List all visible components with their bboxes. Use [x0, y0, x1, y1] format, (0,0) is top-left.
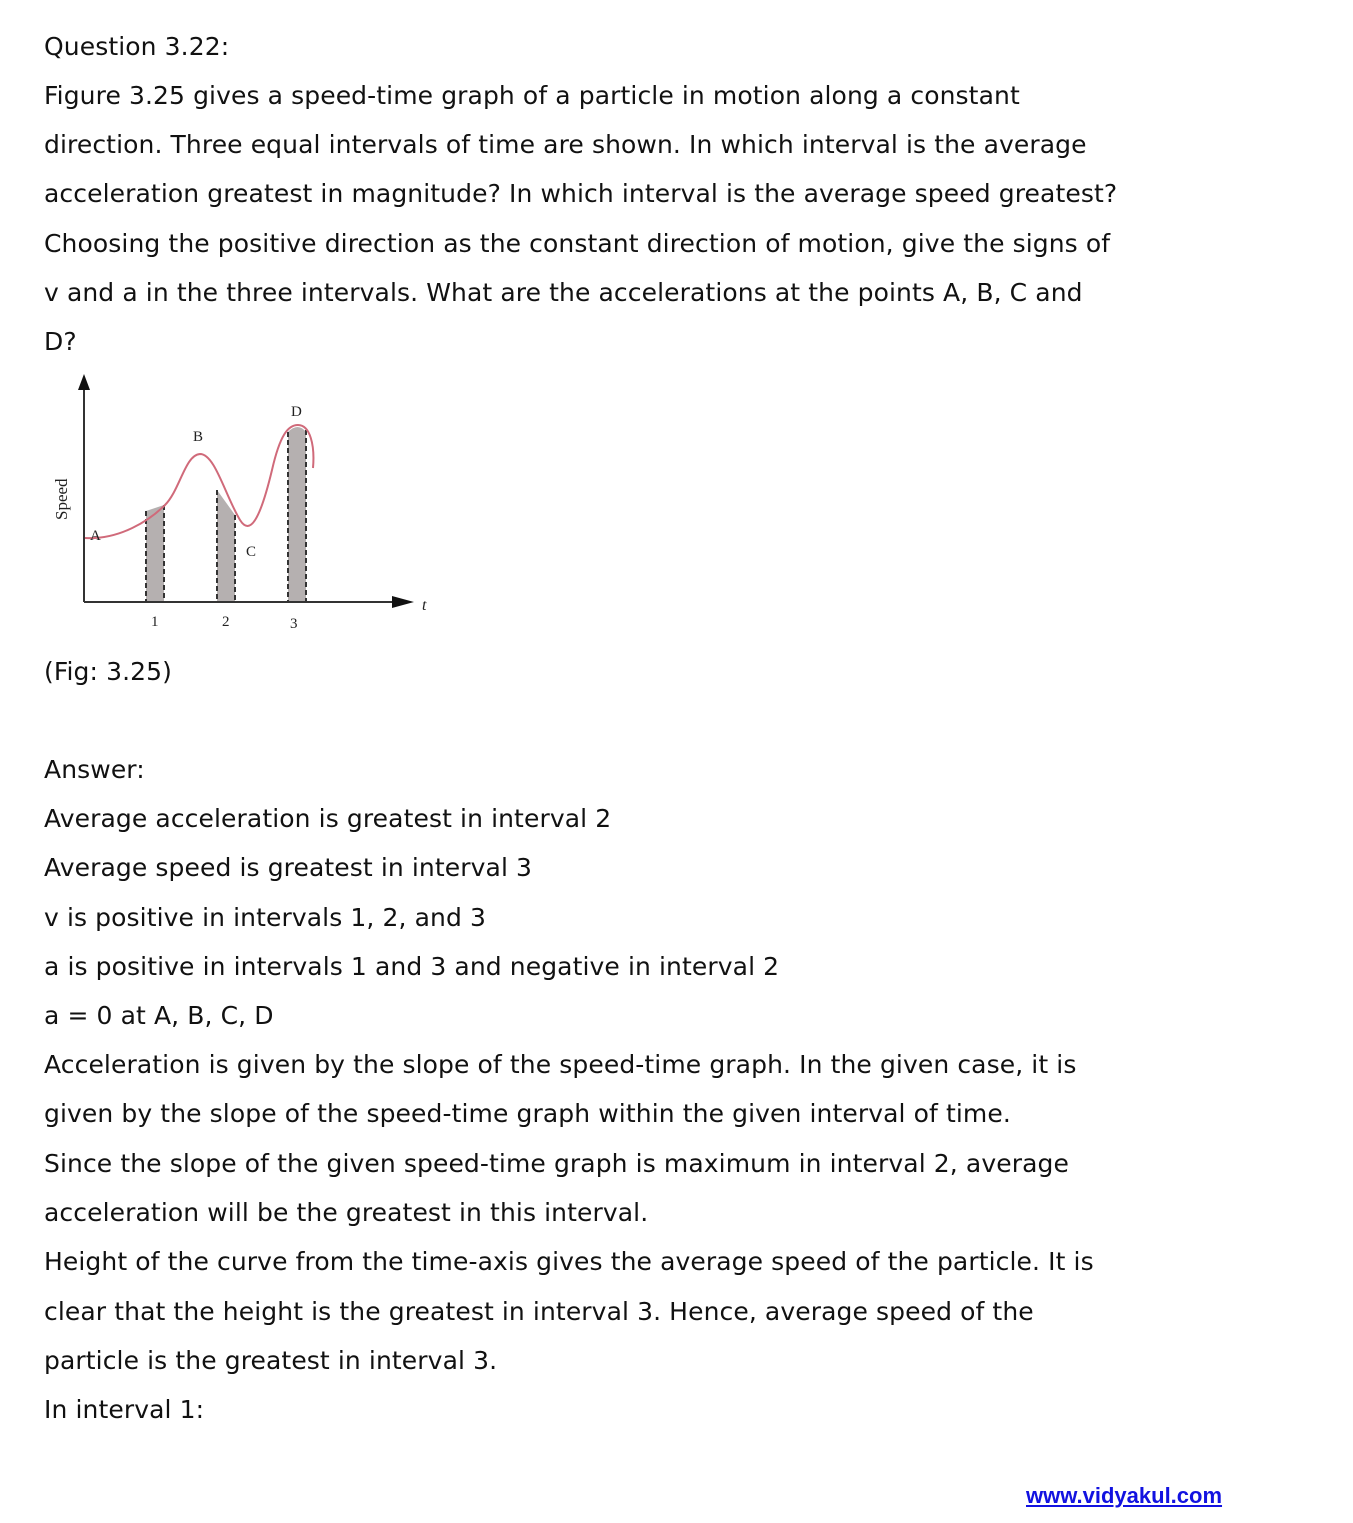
- interval-3-shade: [288, 427, 306, 602]
- answer-line: Average acceleration is greatest in interval 2: [44, 804, 612, 833]
- answer-line: Average speed is greatest in interval 3: [44, 853, 533, 882]
- answer-line: v is positive in intervals 1, 2, and 3: [44, 903, 486, 932]
- answer-line: acceleration will be the greatest in this interval.: [44, 1198, 649, 1227]
- question-line: acceleration greatest in magnitude? In which interval is the average speed greatest?: [44, 179, 1118, 208]
- x-axis-arrow: [392, 596, 414, 608]
- interval-label-3: 3: [290, 616, 298, 632]
- question-line: direction. Three equal intervals of time are shown. In which interval is the average: [44, 130, 1087, 159]
- y-axis-arrow: [78, 374, 90, 390]
- question-line: D?: [44, 327, 77, 356]
- interval-label-1: 1: [151, 614, 159, 630]
- point-label-c: C: [246, 544, 257, 560]
- point-label-a: A: [90, 528, 101, 544]
- answer-line: given by the slope of the speed-time graph within the given interval of time.: [44, 1099, 1011, 1128]
- answer-line: a = 0 at A, B, C, D: [44, 1001, 274, 1030]
- answer-line: In interval 1:: [44, 1395, 205, 1424]
- x-axis-label: t: [422, 597, 427, 614]
- answer-line: a is positive in intervals 1 and 3 and negative in interval 2: [44, 952, 780, 981]
- vidyakul-link[interactable]: www.vidyakul.com: [1026, 1483, 1223, 1508]
- figure-caption: (Fig: 3.25): [44, 657, 173, 686]
- point-label-b: B: [193, 429, 204, 445]
- interval-label-2: 2: [222, 614, 230, 630]
- question-line: Figure 3.25 gives a speed-time graph of a particle in motion along a constant: [44, 81, 1020, 110]
- answer-line: particle is the greatest in interval 3.: [44, 1346, 498, 1375]
- answer-line: Height of the curve from the time-axis gives the average speed of the particle. It is: [44, 1247, 1094, 1276]
- answer-line: Acceleration is given by the slope of the speed-time graph. In the given case, it is: [44, 1050, 1077, 1079]
- question-line: Choosing the positive direction as the constant direction of motion, give the signs of: [44, 229, 1111, 258]
- answer-heading: Answer:: [44, 755, 145, 784]
- y-axis-label: Speed: [52, 478, 71, 520]
- question-heading: Question 3.22:: [44, 32, 230, 61]
- answer-line: Since the slope of the given speed-time graph is maximum in interval 2, average: [44, 1149, 1069, 1178]
- answer-line: clear that the height is the greatest in interval 3. Hence, average speed of the: [44, 1297, 1034, 1326]
- question-line: v and a in the three intervals. What are the accelerations at the points A, B, C and: [44, 278, 1083, 307]
- speed-time-figure: [40, 370, 440, 640]
- point-label-d: D: [291, 404, 302, 420]
